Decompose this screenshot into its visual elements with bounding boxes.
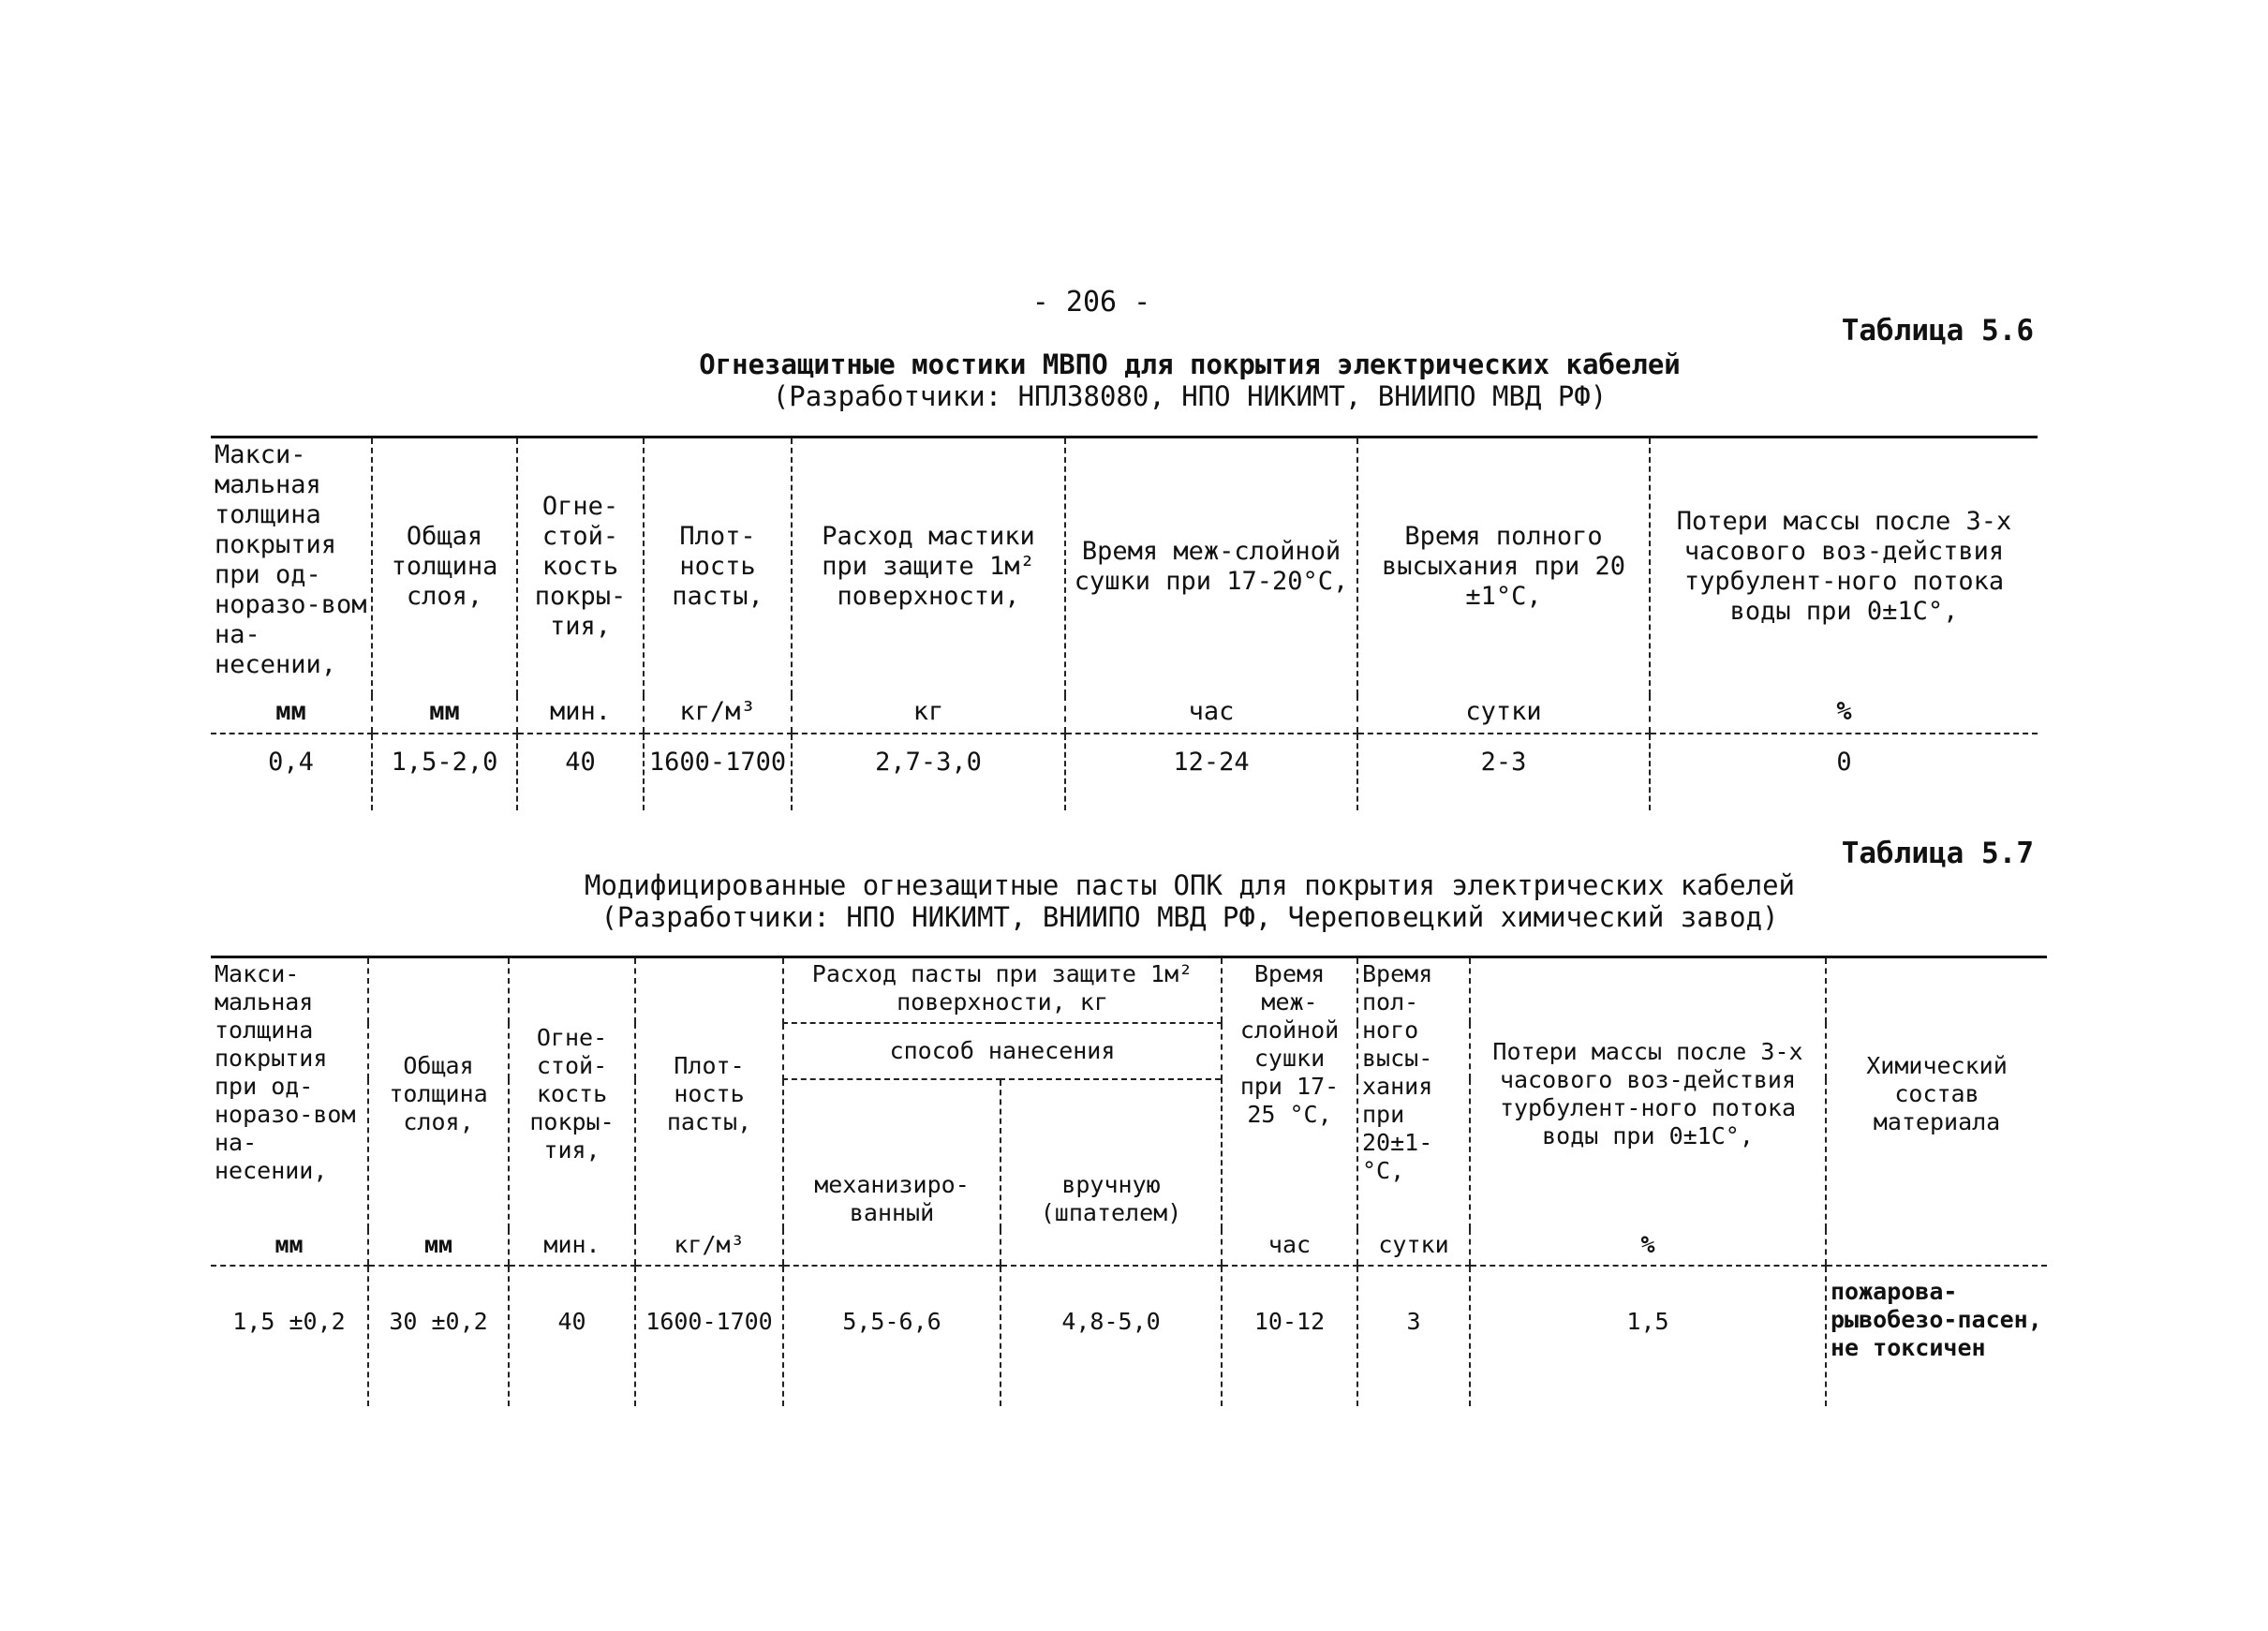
table-title-line2: (Разработчики: НПО НИКИМТ, ВНИИПО МВД РФ, Череповецкий химический завод) xyxy=(600,901,1779,933)
data-cell: 40 xyxy=(509,1266,635,1406)
header-composition: Химический состав материала xyxy=(1826,957,2047,1230)
unit-cell: % xyxy=(1470,1229,1826,1266)
data-cell: 1,5 ±0,2 xyxy=(232,1308,346,1335)
header-density: Плот-ность пасты, xyxy=(635,957,783,1230)
unit-cell: мм xyxy=(372,695,517,734)
header-manual: вручную (шпателем) xyxy=(1001,1079,1222,1229)
header-density: Плот-ность пасты, xyxy=(644,437,792,696)
header-mass-loss: Потери массы после 3-х часового воз-действия турбулент-ного потока воды при 0±1С°, xyxy=(1470,957,1826,1230)
page-number: - 206 - xyxy=(1031,286,1151,319)
header-full-drying: Время пол-ного высы-хания при 20±1-°С, xyxy=(1357,957,1470,1230)
unit-cell: кг/м³ xyxy=(635,1229,783,1266)
unit-cell: % xyxy=(1650,695,2038,734)
header-mechanized: механизиро-ванный xyxy=(783,1079,1001,1229)
fire-protection-table-1 xyxy=(211,436,2038,810)
header-fire-resistance: Огне-стой-кость покры-тия, xyxy=(517,437,644,696)
header-consumption: Расход пасты при защите 1м² поверхности, кг xyxy=(783,957,1222,1024)
data-cell: 1,5-2,0 xyxy=(372,734,517,810)
data-cell: 2-3 xyxy=(1357,734,1650,810)
unit-cell: сутки xyxy=(1357,1229,1470,1266)
unit-cell: час xyxy=(1222,1229,1357,1266)
data-cell: 1,5 xyxy=(1470,1266,1826,1406)
table-label: Таблица 5.7 xyxy=(1841,837,2034,870)
data-cell: 3 xyxy=(1357,1266,1470,1406)
data-cell: 30 ±0,2 xyxy=(368,1266,509,1406)
unit-cell: кг xyxy=(792,695,1065,734)
data-cell: 1600-1700 xyxy=(644,734,792,810)
header-max-thickness: Макси-мальная толщина покрытия при од-норазо-вом на-несении, xyxy=(215,960,356,1184)
unit-cell: мин. xyxy=(517,695,644,734)
unit-cell: мм xyxy=(368,1229,509,1266)
unit-cell: час xyxy=(1065,695,1357,734)
header-max-thickness: Макси-мальная толщина покрытия при од-норазо-вом на-несении, xyxy=(215,440,367,679)
unit-cell: мм xyxy=(211,695,372,734)
unit-cell: мин. xyxy=(509,1229,635,1266)
data-cell: 5,5-6,6 xyxy=(783,1266,1001,1406)
fire-protection-table-2 xyxy=(211,956,2047,1406)
data-cell: 1600-1700 xyxy=(635,1266,783,1406)
unit-cell: кг/м³ xyxy=(644,695,792,734)
header-full-drying: Время полного высыхания при 20 ±1°С, xyxy=(1357,437,1650,696)
data-cell: 2,7-3,0 xyxy=(792,734,1065,810)
header-drying-between-layers: Время меж-слойной сушки при 17-25 °С, xyxy=(1222,957,1357,1230)
table-title-line1: Огнезащитные мостики МВПО для покрытия электрических кабелей xyxy=(699,348,1681,380)
unit-cell: мм xyxy=(211,1229,368,1266)
data-cell: 0 xyxy=(1650,734,2038,810)
data-cell: 0,4 xyxy=(268,748,314,777)
data-cell: 40 xyxy=(517,734,644,810)
data-cell: 10-12 xyxy=(1222,1266,1357,1406)
header-total-thickness: Общая толщина слоя, xyxy=(368,957,509,1230)
table-title xyxy=(319,348,2061,412)
table-title xyxy=(319,869,2061,933)
table-title-line1: Модифицированные огнезащитные пасты ОПК для покрытия электрических кабелей xyxy=(584,869,1795,901)
header-application-method: способ нанесения xyxy=(783,1023,1222,1079)
header-consumption: Расход мастики при защите 1м² поверхности, xyxy=(792,437,1065,696)
header-fire-resistance: Огне-стой-кость покры-тия, xyxy=(509,957,635,1230)
data-cell: 12-24 xyxy=(1065,734,1357,810)
table-label: Таблица 5.6 xyxy=(1841,314,2034,348)
header-mass-loss: Потери массы после 3-х часового воз-действия турбулент-ного потока воды при 0±1С°, xyxy=(1650,437,2038,696)
data-cell: пожарова-рывобезо-пасен, не токсичен xyxy=(1826,1266,2047,1406)
unit-cell: сутки xyxy=(1357,695,1650,734)
header-drying-between-layers: Время меж-слойной сушки при 17-20°С, xyxy=(1065,437,1357,696)
data-cell: 4,8-5,0 xyxy=(1001,1266,1222,1406)
header-total-thickness: Общая толщина слоя, xyxy=(372,437,517,696)
table-title-line2: (Разработчики: НПЛ38080, НПО НИКИМТ, ВНИИПО МВД РФ) xyxy=(772,380,1608,412)
